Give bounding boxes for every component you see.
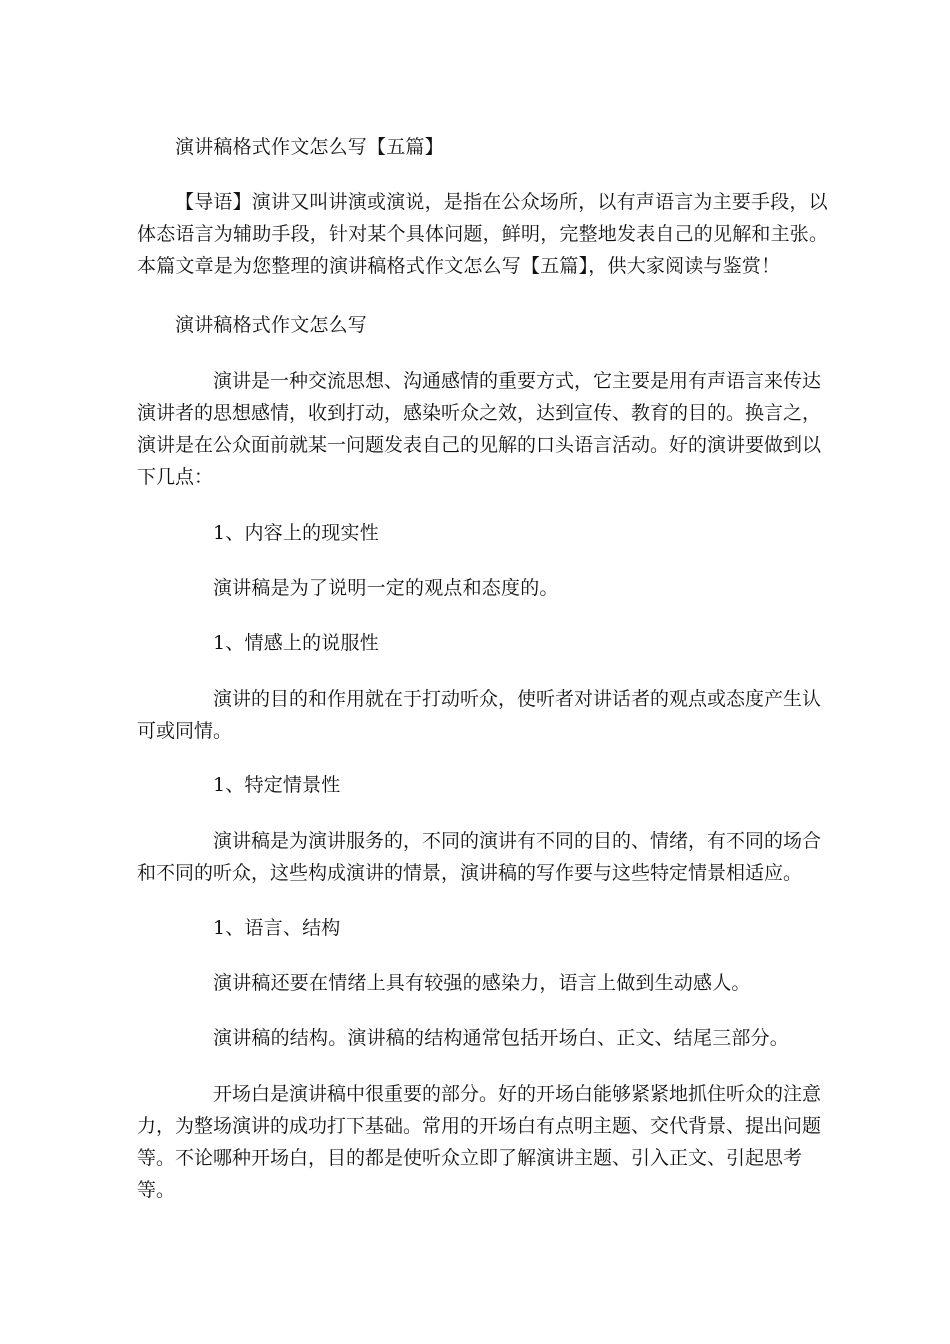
item-1-title: 1、内容上的现实性 [213, 522, 379, 544]
intro-paragraph [137, 186, 837, 282]
item-2-body-text: 演讲的目的和作用就在于打动听众，使听者对讲话者的观点或态度产生认可或同情。 [137, 688, 822, 742]
item-3-body [137, 825, 827, 889]
item-4-title: 1、语言、结构 [213, 917, 341, 939]
opening-paragraph-text: 开场白是演讲稿中很重要的部分。好的开场白能够紧紧地抓住听众的注意力，为整场演讲的成功打下基础。常用的开场白有点明主题、交代背景、提出问题等。不论哪种开场白，目的都是使听众立即了解演讲主题、引入正文、引起思考等。 [137, 1083, 822, 1201]
item-2-title: 1、情感上的说服性 [213, 632, 379, 654]
paragraph-1-text: 演讲是一种交流思想、沟通感情的重要方式，它主要是用有声语言来传达演讲者的思想感情，收到打动，感染听众之效，达到宣传、教育的目的。换言之，演讲是在公众面前就某一问题发表自己的见解的口头语言活动。好的演讲要做到以下几点： [137, 370, 822, 488]
page-title: 演讲稿格式作文怎么写【五篇】 [175, 136, 444, 158]
intro-text: 【导语】演讲又叫讲演或演说，是指在公众场所，以有声语言为主要手段，以体态语言为辅助手段，针对某个具体问题，鲜明，完整地发表自己的见解和主张。本篇文章是为您整理的演讲稿格式作文怎么写【五篇】，供大家阅读与鉴赏！ [137, 191, 829, 277]
section-heading: 演讲稿格式作文怎么写 [175, 314, 368, 336]
item-1-body: 演讲稿是为了说明一定的观点和态度的。 [213, 577, 559, 599]
structure-paragraph: 演讲稿的结构。演讲稿的结构通常包括开场白、正文、结尾三部分。 [213, 1027, 790, 1049]
item-3-title: 1、特定情景性 [213, 774, 341, 796]
paragraph-1 [137, 365, 827, 493]
item-2-body [137, 683, 827, 747]
opening-paragraph [137, 1078, 827, 1206]
item-3-body-text: 演讲稿是为演讲服务的，不同的演讲有不同的目的、情绪，有不同的场合和不同的听众，这些构成演讲的情景，演讲稿的写作要与这些特定情景相适应。 [137, 830, 822, 884]
item-4-body: 演讲稿还要在情绪上具有较强的感染力，语言上做到生动感人。 [213, 972, 751, 994]
